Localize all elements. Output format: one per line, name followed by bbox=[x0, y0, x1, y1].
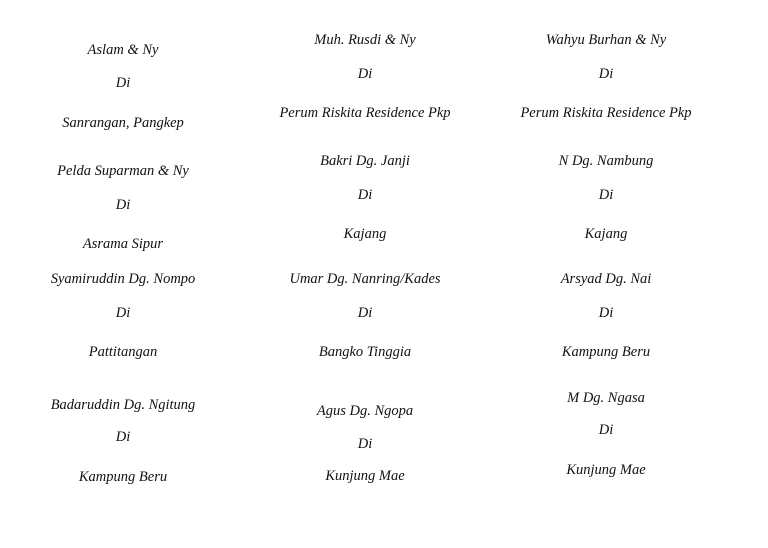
recipient-di: Di bbox=[598, 187, 614, 203]
recipient-name: Umar Dg. Nanring/Kades bbox=[289, 271, 441, 287]
recipient-place: Kampung Beru bbox=[78, 469, 168, 485]
recipient-name: Badaruddin Dg. Ngitung bbox=[50, 397, 196, 413]
recipient-place: Perum Riskita Residence Pkp bbox=[520, 105, 692, 121]
recipient-place: Pattitangan bbox=[88, 344, 158, 360]
recipient-name: Bakri Dg. Janji bbox=[320, 153, 410, 169]
recipient-place: Kajang bbox=[584, 226, 628, 242]
recipient-di: Di bbox=[598, 305, 614, 321]
recipient-place: Kampung Beru bbox=[561, 344, 651, 360]
recipient-di: Di bbox=[115, 429, 131, 445]
recipient-di: Di bbox=[357, 305, 373, 321]
recipient-place: Asrama Sipur bbox=[82, 236, 164, 252]
recipient-di: Di bbox=[357, 436, 373, 452]
recipient-di: Di bbox=[357, 187, 373, 203]
recipient-di: Di bbox=[115, 197, 131, 213]
recipient-name: Wahyu Burhan & Ny bbox=[545, 32, 667, 48]
recipient-di: Di bbox=[115, 305, 131, 321]
recipient-place: Sanrangan, Pangkep bbox=[62, 115, 184, 131]
recipient-di: Di bbox=[357, 66, 373, 82]
recipient-place: Bangko Tinggia bbox=[318, 344, 412, 360]
recipient-name: Pelda Suparman & Ny bbox=[57, 163, 189, 179]
recipient-name: Aslam & Ny bbox=[87, 42, 159, 58]
recipient-di: Di bbox=[598, 66, 614, 82]
recipient-name: Muh. Rusdi & Ny bbox=[314, 32, 416, 48]
recipient-place: Kajang bbox=[343, 226, 387, 242]
recipient-di: Di bbox=[598, 422, 614, 438]
recipient-place: Kunjung Mae bbox=[325, 468, 405, 484]
recipient-name: M Dg. Ngasa bbox=[567, 390, 645, 406]
recipient-di: Di bbox=[115, 75, 131, 91]
recipient-name: Syamiruddin Dg. Nompo bbox=[50, 271, 196, 287]
recipient-name: Agus Dg. Ngopa bbox=[316, 403, 414, 419]
recipient-place: Kunjung Mae bbox=[566, 462, 646, 478]
recipient-name: N Dg. Nambung bbox=[558, 153, 654, 169]
recipient-name: Arsyad Dg. Nai bbox=[560, 271, 652, 287]
recipient-place: Perum Riskita Residence Pkp bbox=[279, 105, 451, 121]
